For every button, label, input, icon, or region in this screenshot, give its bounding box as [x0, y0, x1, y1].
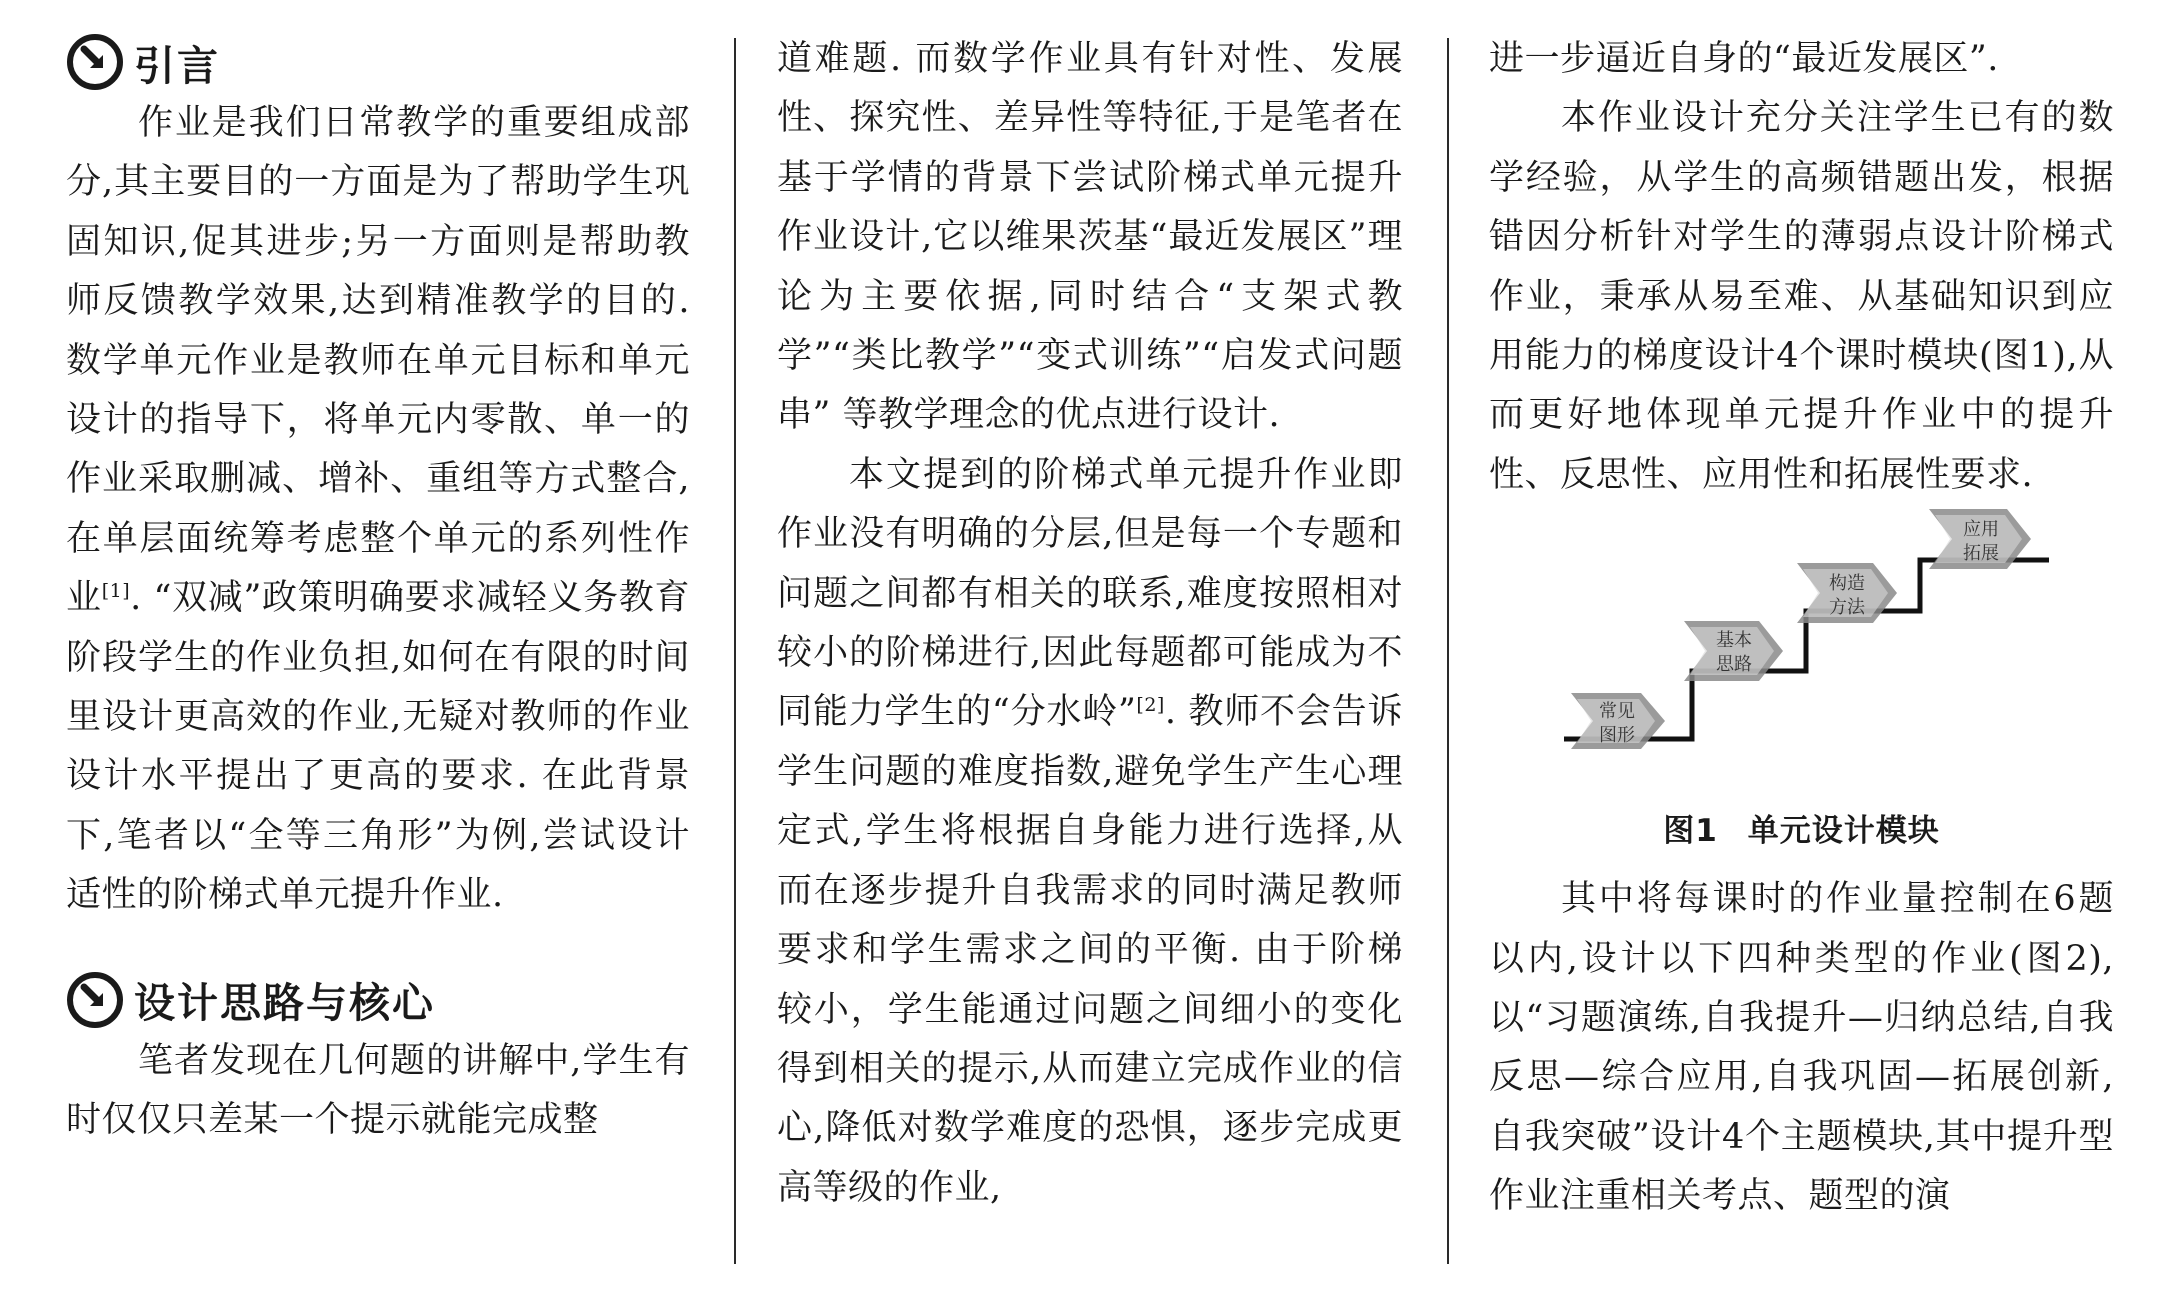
figure-1	[1489, 505, 2114, 870]
paragraph: 道难题. 而数学作业具有针对性、发展性、探究性、差异性等特征,于是笔者在基于学情的背景下尝试阶梯式单元提升作业设计,它以维果茨基“最近发展区”理论为主要依据,同时结合“支架式教学”“类比教学”“变式训练”“启发式问题串” 等教学理念的优点进行设计.	[777, 39, 1403, 436]
circled-arrow-icon	[66, 971, 124, 1029]
step-label-3b: 方法	[1829, 597, 1865, 619]
paragraph: 进一步逼近自身的“最近发展区”.	[1489, 39, 1999, 79]
step-label-1b: 图形	[1599, 725, 1635, 747]
paragraph: 作业是我们日常教学的重要组成部分,其主要目的一方面是为了帮助学生巩固知识,促其进步;另一方面则是帮助教师反馈教学效果,达到精准教学的目的. 数学单元作业是教师在单元目标和单元设计的指导下，将单元内零散、单一的作业采取删减、增补、重组等方式整合,在单层面统筹考虑整个单元的系列性作业[1]. “双减”政策明确要求减轻义务教育阶段学生的作业负担,如何在有限的时间里设计更高效的作业,无疑对教师的作业设计水平提出了更高的要求. 在此背景下,笔者以“全等三角形”为例,尝试设计适性的阶梯式单元提升作业.	[66, 103, 690, 916]
step-chevron-3	[1797, 563, 1897, 623]
figure-number: 图1	[1663, 813, 1718, 850]
paragraph: 笔者发现在几何题的讲解中,学生有时仅仅只差某一个提示就能完成整	[66, 1040, 690, 1141]
step-label-1a: 常见	[1599, 701, 1635, 723]
step-label-3a: 构造	[1829, 573, 1865, 595]
step-label-4a: 应用	[1963, 519, 1999, 541]
section-heading-text: 设计思路与核心	[134, 979, 435, 1028]
step-label-4b: 拓展	[1963, 543, 1999, 565]
step-label-2a: 基本	[1716, 630, 1752, 652]
staircase-diagram	[1489, 505, 2114, 795]
paragraph: 其中将每课时的作业量控制在6题以内,设计以下四种类型的作业(图2),以“习题演练,自我提升—归纳总结,自我反思—综合应用,自我巩固—拓展创新,自我突破”设计4个主题模块,其中提升型作业注重相关考点、题型的演	[1489, 879, 2114, 1217]
figure-caption	[1489, 805, 2114, 850]
column-2	[777, 30, 1403, 1218]
section-heading-intro	[66, 30, 690, 94]
citation: [2]	[1136, 694, 1165, 717]
column-divider	[734, 38, 736, 1264]
column-3	[1489, 30, 2114, 1227]
column-divider	[1447, 38, 1449, 1264]
step-label-2b: 思路	[1716, 654, 1752, 676]
citation: [1]	[101, 580, 131, 603]
paragraph: 本文提到的阶梯式单元提升作业即作业没有明确的分层,但是每一个专题和问题之间都有相关的联系,难度按照相对较小的阶梯进行,因此每题都可能成为不同能力学生的“分水岭”[2]. 教师不会告诉学生问题的难度指数,避免学生产生心理定式,学生将根据自身能力进行选择,从而在逐步提升自我需求的同时满足教师要求和学生需求之间的平衡. 由于阶梯较小，学生能通过问题之间细小的变化得到相关的提示,从而建立完成作业的信心,降低对数学难度的恐惧，逐步完成更高等级的作业,	[777, 454, 1403, 1208]
column-1	[66, 30, 690, 1151]
paragraph: 本作业设计充分关注学生已有的数学经验，从学生的高频错题出发，根据错因分析针对学生的薄弱点设计阶梯式作业，秉承从易至难、从基础知识到应用能力的梯度设计4个课时模块(图1),从而更好地体现单元提升作业中的提升性、反思性、应用性和拓展性要求.	[1489, 98, 2114, 495]
section-heading-design	[66, 968, 690, 1032]
section-heading-text: 引言	[134, 41, 220, 90]
figure-title: 单元设计模块	[1747, 813, 1940, 850]
circled-arrow-icon	[66, 33, 124, 91]
